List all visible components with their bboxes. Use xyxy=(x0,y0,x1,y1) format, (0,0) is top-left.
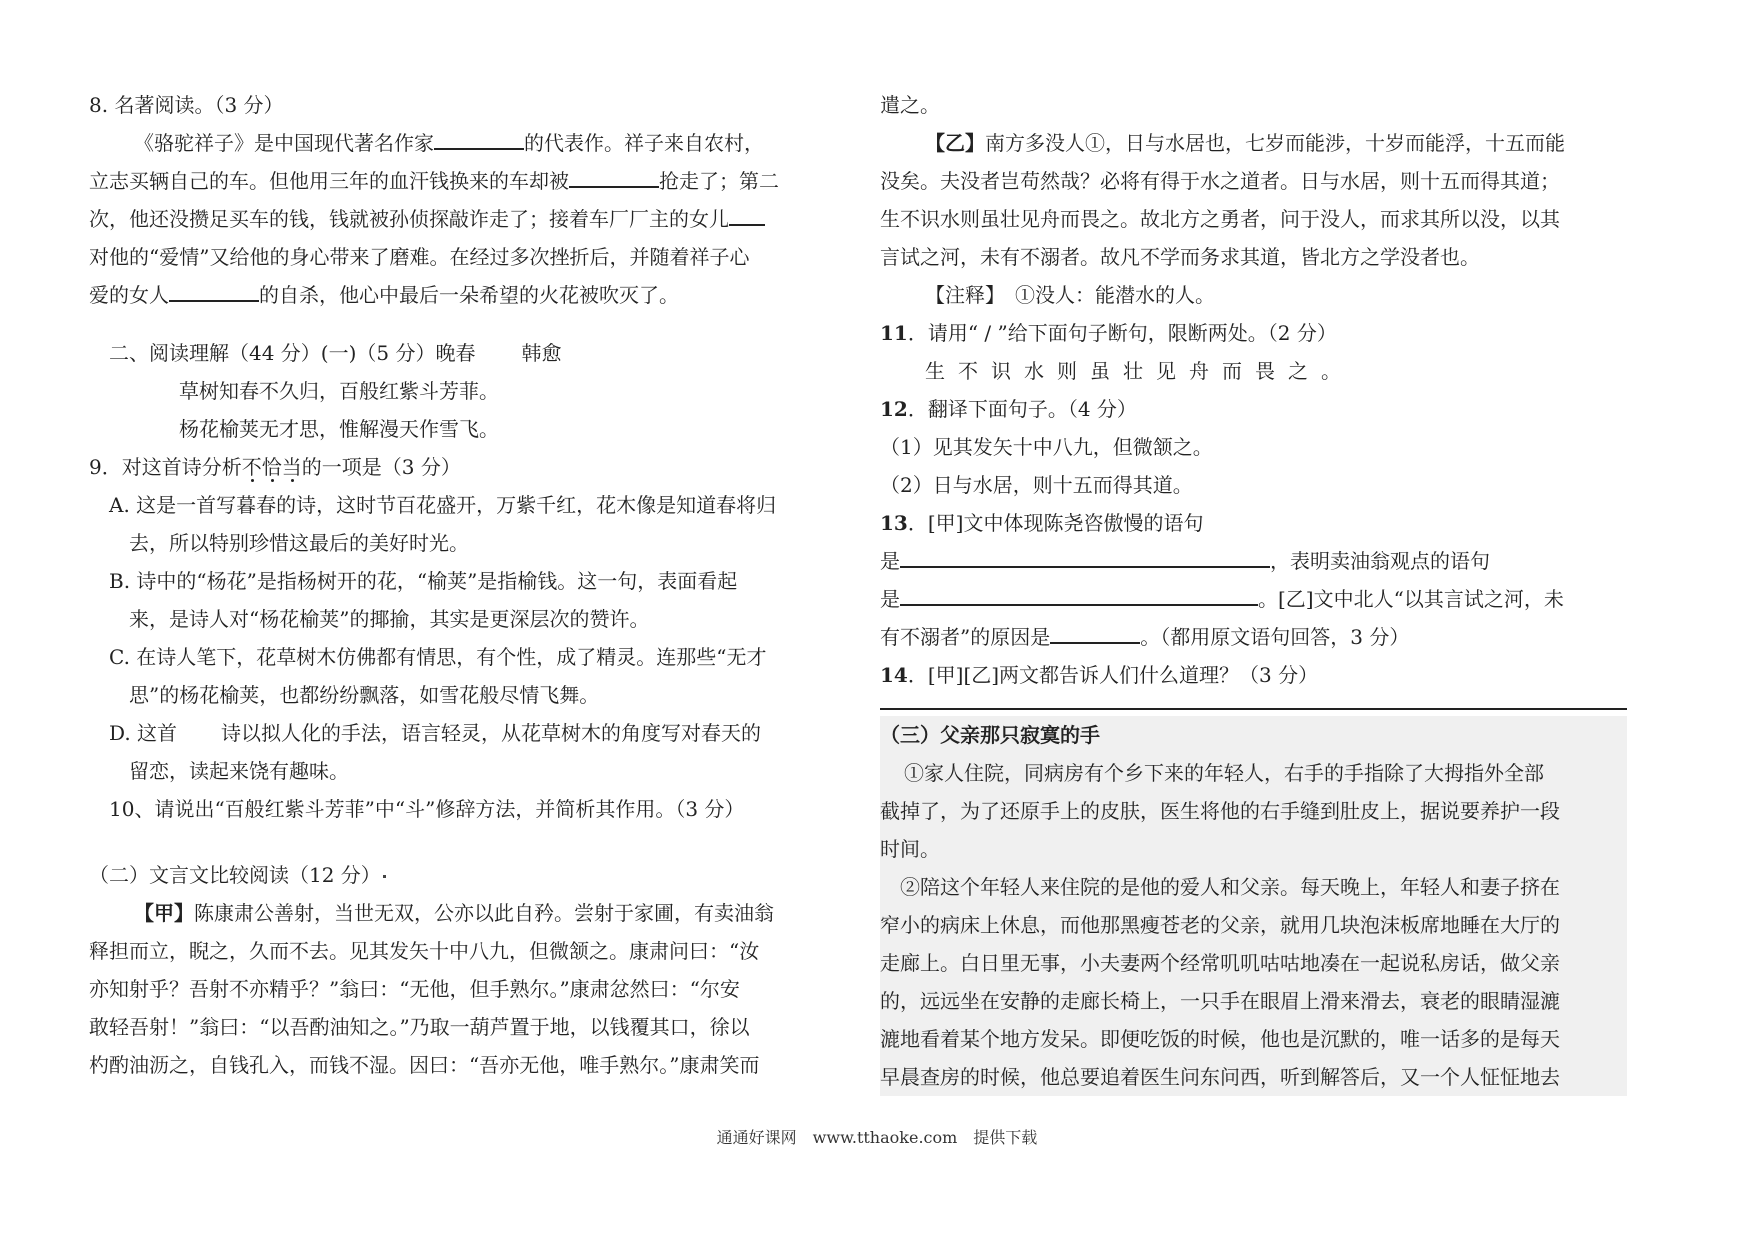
q14: 14．[甲][乙]两文都告诉人们什么道理？（3 分） xyxy=(880,663,1319,687)
jia-line-4: 敢轻吾射！”翁曰：“以吾酌油知之。”乃取一葫芦置于地，以钱覆其口，徐以 xyxy=(89,1015,750,1039)
q9-option-c-line-2: 思”的杨花榆荚，也都纷纷飘落，如雪花般尽情飞舞。 xyxy=(129,683,600,707)
q9-option-b-line-1: B. 诗中的“杨花”是指杨树开的花，“榆荚”是指榆钱。这一句，表面看起 xyxy=(109,569,738,593)
p2-line-6: 早晨查房的时候，他总要追着医生问东问西，听到解答后，又一个人怔怔地去 xyxy=(880,1065,1560,1089)
left-column xyxy=(89,86,834,1084)
q9-option-a-line-1: A. 这是一首写暮春的诗，这时节百花盛开，万紫千红，花木像是知道春将归 xyxy=(109,493,777,517)
q8-title: 8. 名著阅读。（3 分） xyxy=(89,93,284,117)
q9-title: 9．对这首诗分析不恰当的一项是（3 分） xyxy=(89,455,461,479)
answer-blank[interactable] xyxy=(1050,618,1140,644)
q13: 13．[甲]文中体现陈尧咨傲慢的语句 xyxy=(880,511,1204,535)
jia-line-2: 释担而立，睨之，久而不去。见其发矢十中八九，但微颔之。康肃问曰：“汝 xyxy=(89,939,760,963)
q12-item-2: （2）日与水居，则十五而得其道。 xyxy=(880,473,1193,497)
p2-line-4: 的，远远坐在安静的走廊长椅上，一只手在眼眉上滑来滑去，衰老的眼睛湿漉 xyxy=(880,989,1560,1013)
q9-option-d-line-1: D. 这首 诗以拟人化的手法，语言轻灵，从花草树木的角度写对春天的 xyxy=(109,721,762,745)
q8-line-3: 次，他还没攒足买车的钱，钱就被孙侦探敲诈走了；接着车厂厂主的女儿 xyxy=(89,200,834,238)
p1-line-3: 时间。 xyxy=(880,837,940,861)
p2-line-5: 漉地看着某个地方发呆。即便吃饭的时候，他也是沉默的，唯一话多的是每天 xyxy=(880,1027,1560,1051)
yi-line-4: 言试之河，未有不溺者。故凡不学而务求其道，皆北方之学没者也。 xyxy=(880,245,1480,269)
p1-line-1: ①家人住院，同病房有个乡下来的年轻人，右手的手指除了大拇指外全部 xyxy=(904,761,1544,785)
answer-blank[interactable] xyxy=(569,162,659,188)
annotation-note: 【注释】 ①没人：能潜水的人。 xyxy=(925,283,1215,307)
section-3-title: （三）父亲那只寂寞的手 xyxy=(880,723,1100,747)
poem-author: 韩愈 xyxy=(521,341,562,365)
p2-line-3: 走廊上。白日里无事，小夫妻两个经常叽叽咕咕地凑在一起说私房话，做父亲 xyxy=(880,951,1560,975)
jia-line-1: 【甲】陈康肃公善射，当世无双，公亦以此自矜。尝射于家圃，有卖油翁 xyxy=(134,901,774,925)
answer-blank[interactable] xyxy=(900,580,1258,606)
yi-line-3: 生不识水则虽壮见舟而畏之。故北方之勇者，问于没人，而求其所以没，以其 xyxy=(880,207,1560,231)
q13-line-2: 是 ，表明卖油翁观点的语句 xyxy=(880,542,1627,580)
jia-end: 遣之。 xyxy=(880,93,940,117)
jia-line-5: 杓酌油沥之，自钱孔入，而钱不湿。因曰：“吾亦无他，唯手熟尔。”康肃笑而 xyxy=(89,1053,760,1077)
q13-line-3: 是 。[乙]文中北人“以其言试之河，未 xyxy=(880,580,1627,618)
section-3-block xyxy=(880,716,1627,1096)
q9-option-b-line-2: 来，是诗人对“杨花榆荚”的揶揄，其实是更深层次的赞许。 xyxy=(129,607,650,631)
q13-line-4: 有不溺者”的原因是 。（都用原文语句回答，3 分） xyxy=(880,618,1627,656)
q11-sentence: 生不识水则虽壮见舟而畏之。 xyxy=(925,359,1354,383)
q9-option-c-line-1: C. 在诗人笔下，花草树木仿佛都有情思，有个性，成了精灵。连那些“无才 xyxy=(109,645,767,669)
q10: 10、请说出“百般红紫斗芳菲”中“斗”修辞方法，并简析其作用。（3 分） xyxy=(109,797,745,821)
section-2-heading: 二、阅读理解（44 分）(一)（5 分）晚春 韩愈 xyxy=(109,341,562,365)
jia-line-3: 亦知射乎？吾射不亦精乎？”翁曰：“无他，但手熟尔。”康肃忿然曰：“尔安 xyxy=(89,977,740,1001)
answer-blank[interactable] xyxy=(900,542,1270,568)
q9-option-d-line-2: 留恋，读起来饶有趣味。 xyxy=(129,759,349,783)
q12-item-1: （1）见其发矢十中八九，但微颔之。 xyxy=(880,435,1213,459)
answer-blank[interactable] xyxy=(729,200,765,226)
answer-blank[interactable] xyxy=(169,276,259,302)
section-2b-heading: （二）文言文比较阅读（12 分） xyxy=(89,856,834,894)
q8-line-2: 立志买辆自己的车。但他用三年的血汗钱换来的车却被 抢走了；第二 xyxy=(89,162,834,200)
page-footer: 通通好课网 www.tthaoke.com 提供下载 xyxy=(716,1128,1038,1147)
q8-line-4: 对他的“爱情”又给他的身心带来了磨难。在经过多次挫折后，并随着祥子心 xyxy=(89,245,750,269)
q12: 12．翻译下面句子。（4 分） xyxy=(880,397,1137,421)
q8-line-5: 爱的女人 的自杀，他心中最后一朵希望的火花被吹灭了。 xyxy=(89,276,834,314)
q11: 11．请用“ / ”给下面句子断句，限断两处。（2 分） xyxy=(880,321,1337,345)
answer-blank[interactable] xyxy=(434,124,524,150)
right-column xyxy=(880,86,1627,1096)
section-divider xyxy=(880,708,1627,710)
p2-line-2: 窄小的病床上休息，而他那黑瘦苍老的父亲，就用几块泡沫板席地睡在大厅的 xyxy=(880,913,1560,937)
p1-line-2: 截掉了，为了还原手上的皮肤，医生将他的右手缝到肚皮上，据说要养护一段 xyxy=(880,799,1560,823)
poem-line-2: 杨花榆荚无才思，惟解漫天作雪飞。 xyxy=(179,417,499,441)
poem-line-1: 草树知春不久归，百般红紫斗芳菲。 xyxy=(179,379,499,403)
yi-line-2: 没矣。夫没者岂苟然哉？必将有得于水之道者。日与水居，则十五而得其道； xyxy=(880,169,1560,193)
q9-option-a-line-2: 去，所以特别珍惜这最后的美好时光。 xyxy=(129,531,469,555)
p2-line-1: ②陪这个年轻人来住院的是他的爱人和父亲。每天晚上，年轻人和妻子挤在 xyxy=(900,875,1560,899)
q8-line-1: 《骆驼祥子》是中国现代著名作家 的代表作。祥子来自农村， xyxy=(89,124,834,162)
yi-line-1: 【乙】南方多没人①，日与水居也，七岁而能涉，十岁而能浮，十五而能 xyxy=(925,131,1565,155)
